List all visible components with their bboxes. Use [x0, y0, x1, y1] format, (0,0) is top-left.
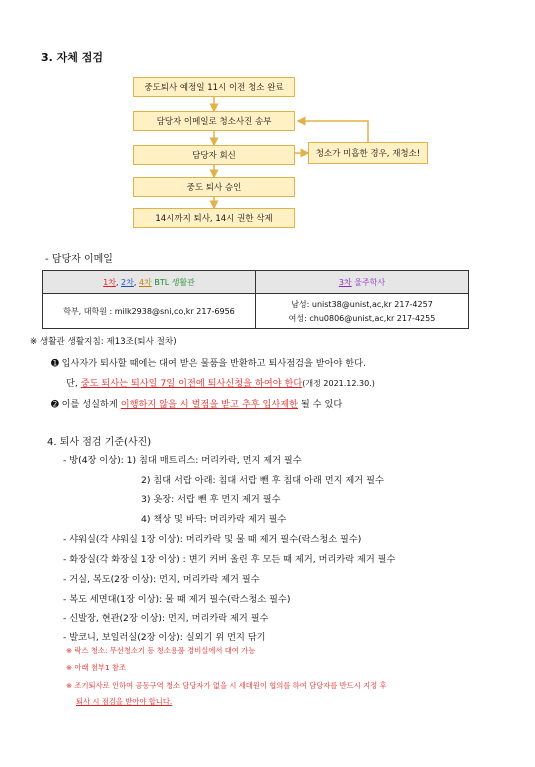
floor4-label: 4차	[138, 277, 152, 287]
check-line-4: 4) 책상 및 바닥: 머리카락 제거 필수	[141, 514, 287, 525]
rule-1: ➊ 입사자가 퇴사할 때에는 대여 받은 물품을 반환하고 퇴사점검을 받아야 한다.	[51, 358, 366, 369]
note-2: ※ 아래 첨부1 참조	[66, 663, 127, 672]
rule-1b-pre: 단,	[66, 378, 81, 389]
rules-title: ※ 생활관 생활지침: 제13조(퇴사 절차)	[30, 337, 177, 347]
section3-title: 3. 자체 점검	[41, 51, 103, 64]
floor1-label: 1차	[103, 277, 116, 287]
floor3-label: 3차	[338, 277, 352, 287]
check-line-8: - 복도 세면대(1장 이상): 물 때 제거 필수(락스청소 필수)	[63, 594, 291, 605]
email-table	[42, 270, 469, 329]
check-line-6: - 화장실(각 화장실 1장 이상) : 변기 커버 올린 후 모든 때 제거, 머리카락 제거 필수	[63, 554, 396, 565]
flow-step-5: 14시까지 퇴사, 14시 권한 삭제	[133, 208, 295, 228]
check-line-9: - 신발장, 현관(2장 이상): 먼지, 머리카락 제거 필수	[63, 613, 269, 624]
check-line-7: - 거실, 복도(2장 이상): 먼지, 머리카락 제거 필수	[63, 574, 260, 585]
check-line-3: 3) 옷장: 서랍 뺀 후 먼지 제거 필수	[141, 494, 281, 505]
email-male: 남성: unist38@unist,ac,kr 217-4257	[291, 299, 433, 309]
email-col1-body: 학부, 대학원 : milk2938@sni,co,kr 217-6956	[43, 294, 256, 329]
sep1: ,	[115, 277, 122, 287]
flow-step-3: 담당자 회신	[133, 145, 295, 165]
check-line-10: - 발코니, 보일러실(2장 이상): 실외기 위 먼지 닦기	[63, 632, 266, 643]
uljoo-label: 울주학사	[354, 277, 386, 287]
rule-1b-post: (개정 2021.12.30.)	[302, 379, 375, 388]
check-line-2: 2) 침대 서랍 아래: 침대 서랍 뺀 후 침대 아래 먼지 제거 필수	[141, 475, 384, 486]
section4-title: 4. 퇴사 점검 기준(사진)	[47, 437, 152, 448]
flow-step-1: 중도퇴사 예정일 11시 이전 청소 완료	[133, 77, 295, 97]
rule-2-red: 이행하지 않을 시 벌점을 받고 추후 입사제한	[120, 399, 298, 410]
flow-step-2: 담당자 이메일로 청소사진 송부	[133, 111, 295, 131]
note-3: ※ 조기퇴사로 인하여 공동구역 청소 담당자가 없을 시 세대원이 협의를 하여 담당자를 반드시 지정 후	[66, 681, 387, 690]
email-col2-head	[256, 271, 469, 294]
btl-label: BTL 생활관	[154, 277, 195, 287]
rule-2	[51, 396, 342, 410]
flow-step-4: 중도 퇴사 승인	[133, 177, 295, 197]
check-line-1: - 방(4장 이상): 1) 침대 매트리스: 머리카락, 먼지 제거 필수	[63, 455, 302, 466]
rule-1b-red: 중도 퇴사는 퇴사일 7일 이전에 퇴사신청을 하여야 한다	[80, 378, 303, 389]
check-line-5: - 샤워실(각 샤워실 1장 이상): 머리카락 및 물 때 제거 필수(락스청소 필수)	[63, 534, 362, 545]
note-4: 퇴사 시 점검을 받아야 합니다.	[76, 697, 173, 706]
email-female: 여성: chu0806@unist,ac,kr 217-4255	[288, 313, 436, 323]
rule-2-pre: ➋ 이를 성실하게	[51, 399, 121, 410]
email-col1-head	[43, 271, 256, 294]
rule-1b	[66, 375, 375, 389]
note-1: ※ 락스 청소: 무선청소기 등 청소용품 경비실에서 대여 가능	[66, 646, 256, 655]
rule-2-post: 될 수 있다	[298, 399, 343, 410]
flow-side-note: 청소가 미흡한 경우, 재청소!	[308, 142, 428, 164]
floor2-label: 2차	[121, 277, 134, 287]
email-col2-body	[256, 294, 469, 329]
sep2: ,	[133, 277, 139, 287]
email-title: - 담당자 이메일	[45, 254, 113, 265]
